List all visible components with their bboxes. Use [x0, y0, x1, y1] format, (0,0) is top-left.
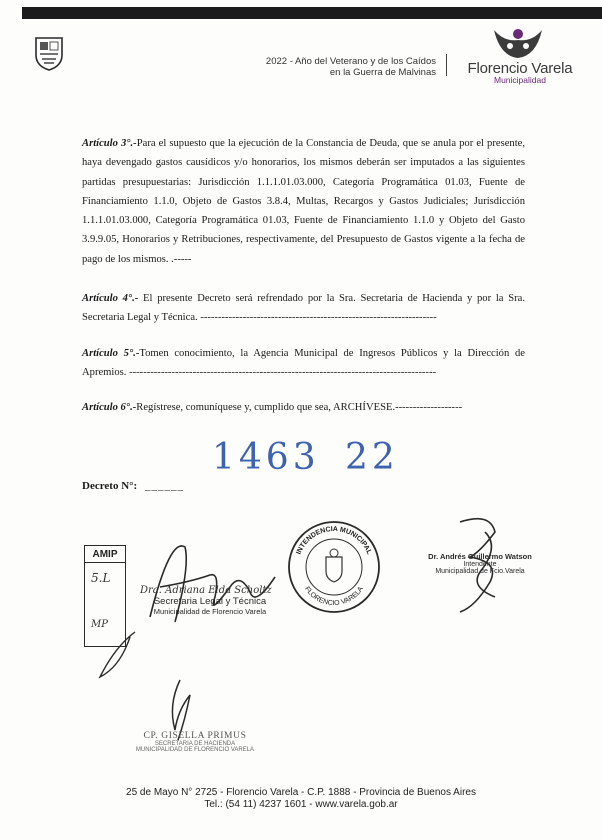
article-label: Artículo 5°.- — [82, 348, 140, 359]
article-text: Para el supuesto que la ejecución de la Constancia de Deuda, que se anula por el presente, haya devengado gastos causídicos y/o honorarios, los mismos deberán ser imputados a las siguientes partidas presupuestarias: Jurisdicción 1.1.1.01.03.000, Categoría Programática 01.03, Fuente de Financiamiento 1.1.0, Objeto de Gastos 3.8.4, Multas, Recargos y Gastos Judiciales; Jurisdicción 1.1.1.01.03.000, Categoría Programática 01.03, Fuente de Financiamiento 1.1.0 y Objeto del Gasto 3.9.9.05, Honorarios y Retribuciones, respectivamente, del Presupuesto de Gastos vigente a la fecha de pago de los mismos. .----- — [82, 138, 525, 265]
amip-entry-1: 5.L — [91, 571, 111, 585]
top-edge-bar — [22, 7, 602, 19]
seal-top-text: INTENDENCIA MUNICIPAL — [295, 525, 373, 556]
footer-line-2: Tel.: (54 11) 4237 1601 - www.varela.gob.ar — [204, 799, 398, 810]
signer-org: MUNICIPALIDAD DE FLORENCIO VARELA — [135, 747, 255, 753]
decree-number-blank: ______ — [145, 480, 184, 492]
amip-entry-2: MP — [91, 619, 108, 630]
signer-name: Dra. Adriana Elda Scholtz — [140, 585, 272, 596]
year-motto — [220, 56, 436, 78]
brand-block — [460, 60, 580, 85]
signature-block-legal — [140, 585, 280, 616]
florencio-varela-logo-icon — [490, 26, 546, 60]
article-text: Tomen conocimiento, la Agencia Municipal de Ingresos Públicos y la Dirección de Apremios. --------------------------------------------------------------------------------------- — [82, 348, 525, 379]
article-label: Artículo 4°.- — [82, 293, 139, 304]
decree-number-stamp: 1463 — [212, 437, 320, 478]
amip-stamp-title: AMIP — [92, 549, 118, 560]
header-divider — [446, 54, 447, 76]
signature-block-finance — [130, 731, 260, 753]
signature-block-mayor — [420, 552, 540, 575]
signer-org: Municipalidad de Florencio Varela — [153, 607, 267, 616]
motto-line-1: 2022 - Año del Veterano y de los Caídos — [265, 56, 436, 67]
signer-title: SECRETARIA DE HACIENDA — [154, 741, 236, 747]
brand-name: Florencio Varela — [467, 60, 573, 77]
article-label: Artículo 3°.- — [82, 138, 137, 149]
decree-label: Decreto N°: — [82, 480, 138, 492]
article-label: Artículo 6°.- — [82, 402, 137, 413]
article-5 — [82, 344, 525, 383]
signer-org: Municipalidad de Fcio.Varela — [435, 568, 525, 575]
seal-bottom-text: FLORENCIO VARELA — [303, 585, 365, 608]
decree-year-stamp: 22 — [345, 437, 399, 478]
footer-address — [60, 787, 542, 811]
article-3 — [82, 134, 525, 269]
signer-name: Dr. Andrés Guillermo Watson — [428, 552, 532, 561]
article-6 — [82, 398, 525, 417]
article-4 — [82, 289, 525, 328]
article-text: El presente Decreto será refrendado por la Sra. Secretaria de Hacienda y por la Sra. Secretaria Legal y Técnica. ------------------------------------------------------------------- — [82, 293, 525, 324]
signer-name: CP. GISELLA PRIMUS — [143, 731, 247, 741]
brand-subtitle: Municipalidad — [494, 75, 546, 85]
signer-title: Secretaria Legal y Técnica — [153, 596, 267, 607]
footer-line-1: 25 de Mayo N° 2725 - Florencio Varela - C.P. 1888 - Provincia de Buenos Aires — [126, 787, 476, 798]
municipal-crest-icon — [33, 35, 65, 71]
svg-text:FLORENCIO VARELA — [303, 585, 365, 607]
motto-line-2: en la Guerra de Malvinas — [329, 67, 436, 78]
municipal-seal-icon — [286, 519, 382, 615]
signer-title: Intendente — [463, 561, 497, 568]
article-text: Regístrese, comuníquese y, cumplido que sea, ARCHÍVESE.------------------- — [136, 402, 463, 413]
